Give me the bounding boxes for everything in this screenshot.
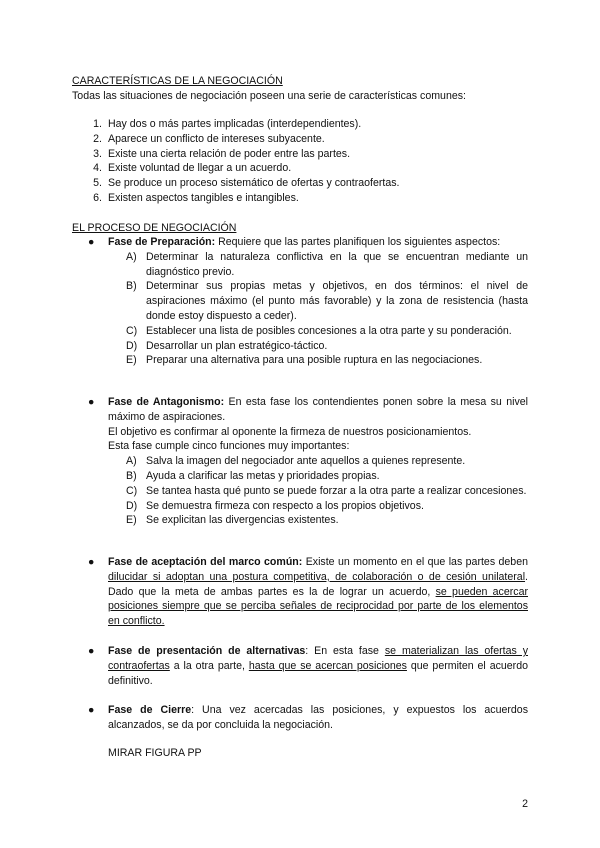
list-item: D) Se demuestra firmeza con respecto a los propios objetivos. [126,499,424,512]
bullet-icon: ● [88,645,95,657]
phase-label: Fase de Antagonismo: [108,396,225,408]
section-title-proceso: EL PROCESO DE NEGOCIACIÓN [72,222,237,234]
page-number: 2 [522,798,528,810]
antagonismo-functions-intro: Esta fase cumple cinco funciones muy importantes: [108,440,350,453]
list-item: 4. Existe voluntad de llegar a un acuerdo. [93,162,292,175]
list-item: C) Establecer una lista de posibles concesiones a la otra parte y su ponderación. [126,324,512,337]
phase-preparacion: ● Fase de Preparación: Requiere que las partes planifiquen los siguientes aspectos: A) Determinar la naturaleza conflictiva en la que se encuentran mediante un diagnóstico previo. B) Determinar sus propias metas y objetivos, en dos términos: el nivel de aspiraciones máximo (el punto más favorable) y la zona de resistencia (hasta donde estoy dispuesto a ceder). C) Establecer una lista de posibles concesiones a la otra parte y su ponderación. D) Desarrollar un plan estratégico-táctico. E) Preparar una alternativa para una posible ruptura en las negociaciones. [88,236,528,367]
list-item: A) Salva la imagen del negociador ante aquellos a quienes represente. [126,455,466,468]
phase-cierre: ● Fase de Cierre: Una vez acercadas las posiciones, y expuestos los acuerdos alcanzados, se da por concluida la negociación. [88,704,528,731]
antagonismo-objective: El objetivo es confirmar al oponente la firmeza de nuestros posicionamientos. [108,425,472,438]
phase-label: Fase de aceptación del marco común: [108,556,303,568]
section-intro: Todas las situaciones de negociación poseen una serie de características comunes: [72,90,466,102]
section-title-caracteristicas: CARACTERÍSTICAS DE LA NEGOCIACIÓN [72,75,283,87]
preparacion-steps [126,250,528,368]
characteristics-list [72,117,399,206]
bullet-icon: ● [88,396,95,408]
phase-presentacion: ● Fase de presentación de alternativas: En esta fase se materializan las ofertas y contraofertas a la otra parte, hasta que se acercan posiciones que permiten el acuerdo definitivo. [88,645,528,687]
list-item: E) Se explicitan las divergencias existentes. [126,514,339,527]
list-item: A) Determinar la naturaleza conflictiva en la que se encuentran mediante un diagnóstico previo. [126,250,528,278]
list-item: E) Preparar una alternativa para una posible ruptura en las negociaciones. [126,354,483,367]
list-item: B) Determinar sus propias metas y objetivos, en dos términos: el nivel de aspiraciones máximo (el punto más favorable) y la zona de resistencia (hasta donde estoy dispuesto a ceder). [126,280,528,322]
list-item: 5. Se produce un proceso sistemático de ofertas y contraofertas. [93,177,400,190]
phase-label: Fase de Cierre [108,704,192,716]
list-item: 3. Existe una cierta relación de poder entre las partes. [93,147,351,160]
list-item: 2. Aparece un conflicto de intereses subyacente. [93,132,325,145]
bullet-icon: ● [88,704,95,716]
antagonismo-functions [126,454,528,528]
phase-antagonismo: ● Fase de Antagonismo: En esta fase los contendientes ponen sobre la mesa su nivel máximo de aspiraciones. El objetivo es confirmar al oponente la firmeza de nuestros posicionamientos. Esta fase cumple cinco funciones muy importantes: A) Salva la imagen del negociador ante aquellos a quienes represente. B) Ayuda a clarificar las metas y prioridades propias. C) Se tantea hasta qué punto se puede forzar a la otra parte a realizar concesiones. D) Se demuestra firmeza con respecto a los propios objetivos. E) Se explicitan las divergencias existentes. [88,396,528,527]
list-item: D) Desarrollar un plan estratégico-táctico. [126,339,328,352]
phase-label: Fase de Preparación: [108,236,216,248]
bullet-icon: ● [88,236,95,248]
list-item: B) Ayuda a clarificar las metas y prioridades propias. [126,469,380,482]
phase-aceptacion: ● Fase de aceptación del marco común: Existe un momento en el que las partes deben dilucidar si adoptan una postura competitiva, de colaboración o de cesión unilateral. Dado que la meta de ambas partes es la de lograr un acuerdo, se pueden acercar posiciones siempre que se perciba señales de reciprocidad por parte de los elementos en conflicto. [88,556,528,628]
list-item: 1. Hay dos o más partes implicadas (interdependientes). [93,118,362,130]
list-item: 6. Existen aspectos tangibles e intangibles. [93,191,299,204]
phase-label: Fase de presentación de alternativas [108,645,306,657]
bullet-icon: ● [88,556,95,568]
figure-note: MIRAR FIGURA PP [108,747,202,759]
list-item: C) Se tantea hasta qué punto se puede forzar a la otra parte a realizar concesiones. [126,484,527,497]
